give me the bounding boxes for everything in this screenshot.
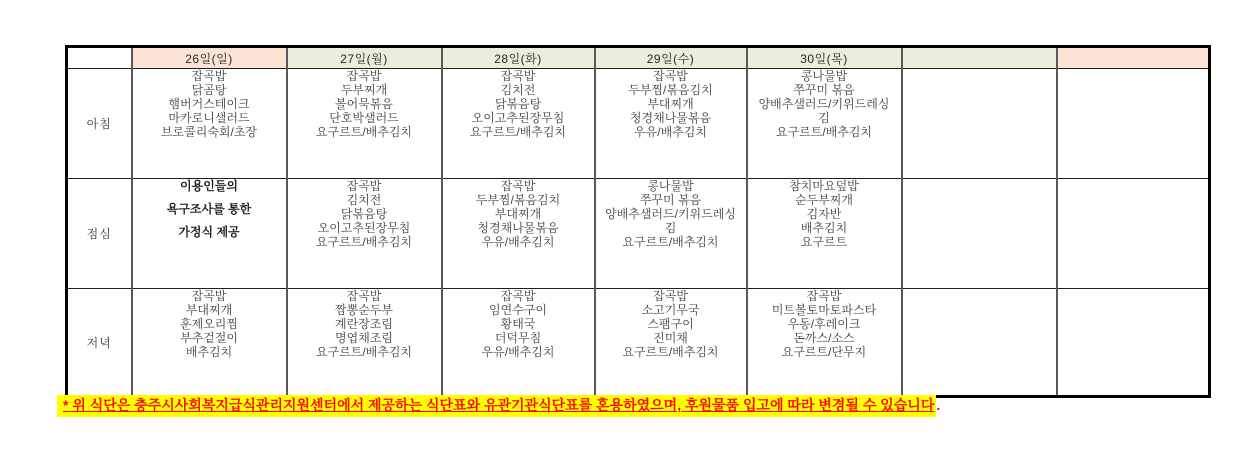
menu-item: 부대찌개 xyxy=(647,97,694,111)
menu-item: 오이고추된장무침 xyxy=(317,221,411,235)
menu-item: 닭볶음탕 xyxy=(494,97,542,111)
menu-item: 김 xyxy=(664,221,677,235)
menu-item: 잡곡밥 xyxy=(500,179,536,193)
menu-item: 김치전 xyxy=(500,83,536,97)
menu-item: 스팸구이 xyxy=(647,317,694,331)
footer-note-text: * 위 식단은 충주시사회복지급식관리지원센터에서 제공하는 식단표와 유관기관식단표를 혼용하였으며, 후원물품 입고에 따라 변경될 수 있습니다 xyxy=(57,395,936,417)
menu-item: 우유/배추김치 xyxy=(481,345,555,359)
menu-item: 더덕무침 xyxy=(494,331,542,345)
menu-cell xyxy=(595,69,747,179)
menu-item: 잡곡밥 xyxy=(346,69,382,83)
menu-cell xyxy=(747,289,902,397)
meal-row xyxy=(67,179,1210,289)
menu-item: 요구르트/배추김치 xyxy=(622,345,719,359)
menu-item: 요구르트/배추김치 xyxy=(469,125,567,139)
meal-row-label: 저녁 xyxy=(67,289,132,397)
menu-item: 김치전 xyxy=(346,193,382,207)
menu-cell xyxy=(1057,69,1210,179)
menu-item: 가정식 제공 xyxy=(178,225,240,239)
menu-cell xyxy=(287,289,442,397)
menu-cell xyxy=(1057,289,1210,397)
day-header: 27일(월) xyxy=(287,47,442,69)
menu-cell xyxy=(132,179,287,289)
menu-item: 쭈꾸미 볶음 xyxy=(639,193,702,207)
menu-item: 마카로니샐러드 xyxy=(168,111,250,125)
menu-item: 두부찌개 xyxy=(340,83,388,97)
menu-item: 부추겉절이 xyxy=(180,331,238,345)
menu-item: 돈까스/소스 xyxy=(793,331,855,345)
menu-item: 짬뽕순두부 xyxy=(335,303,393,317)
menu-cell xyxy=(287,179,442,289)
menu-item: 황태국 xyxy=(500,317,536,331)
menu-item: 명엽채조림 xyxy=(335,331,393,345)
menu-item: 김자반 xyxy=(806,207,842,221)
day-header xyxy=(902,47,1057,69)
menu-cell xyxy=(1057,179,1210,289)
header-row xyxy=(67,47,1210,69)
menu-item: 볼어묵볶음 xyxy=(335,97,393,111)
day-header: 28일(화) xyxy=(442,47,595,69)
menu-item: 욕구조사를 통한 xyxy=(166,202,252,216)
menu-item: 요구르트 xyxy=(800,235,848,249)
menu-cell xyxy=(595,179,747,289)
menu-item: 양배추샐러드/키위드레싱 xyxy=(605,207,736,221)
menu-item: 잡곡밥 xyxy=(500,289,536,303)
menu-item: 요구르트/단무지 xyxy=(781,345,867,359)
menu-item: 청경채나물볶음 xyxy=(477,221,559,235)
menu-item: 요구르트/배추김치 xyxy=(315,125,413,139)
menu-item: 이용인들의 xyxy=(180,179,238,193)
meal-row-label: 점심 xyxy=(67,179,132,289)
menu-item: 잡곡밥 xyxy=(653,69,688,83)
menu-item: 콩나물밥 xyxy=(647,179,694,193)
menu-item: 두부찜/볶음김치 xyxy=(628,83,713,97)
menu-item: 임연수구이 xyxy=(489,303,547,317)
menu-cell xyxy=(902,289,1057,397)
menu-item: 오이고추된장무침 xyxy=(471,111,565,125)
menu-cell xyxy=(442,69,595,179)
menu-item: 우유/배추김치 xyxy=(634,125,707,139)
meal-row-label: 아침 xyxy=(67,69,132,179)
menu-item: 잡곡밥 xyxy=(346,289,382,303)
menu-cell xyxy=(747,179,902,289)
footer-note xyxy=(57,395,940,417)
day-header xyxy=(1057,47,1210,69)
menu-item: 잡곡밥 xyxy=(806,289,842,303)
menu-item: 소고기무국 xyxy=(641,303,700,317)
menu-item: 닭볶음탕 xyxy=(340,207,388,221)
menu-item: 잡곡밥 xyxy=(653,289,688,303)
meal-row xyxy=(67,69,1210,179)
menu-item: 훈제오리찜 xyxy=(180,317,238,331)
menu-item: 단호박샐러드 xyxy=(329,111,399,125)
corner-header xyxy=(67,47,132,69)
menu-item: 배추김치 xyxy=(800,221,848,235)
menu-item: 쭈꾸미 볶음 xyxy=(793,83,855,97)
menu-item: 우유/배추김치 xyxy=(481,235,555,249)
menu-item: 양배추샐러드/키위드레싱 xyxy=(758,97,890,111)
menu-table xyxy=(65,45,1211,398)
menu-cell xyxy=(132,69,287,179)
menu-item: 두부찜/볶음김치 xyxy=(475,193,561,207)
menu-item: 순두부찌개 xyxy=(795,193,853,207)
menu-item: 콩나물밥 xyxy=(800,69,848,83)
menu-cell xyxy=(287,69,442,179)
menu-table-body xyxy=(67,69,1210,397)
menu-item: 부대찌개 xyxy=(185,303,233,317)
menu-item: 잡곡밥 xyxy=(500,69,536,83)
menu-item: 우동/후레이크 xyxy=(787,317,861,331)
menu-cell xyxy=(747,69,902,179)
menu-item: 미트볼토마토파스타 xyxy=(771,303,877,317)
day-header: 26일(일) xyxy=(132,47,287,69)
menu-item: 잡곡밥 xyxy=(191,289,227,303)
menu-item: 요구르트/배추김치 xyxy=(315,235,413,249)
menu-item: 잡곡밥 xyxy=(191,69,227,83)
menu-item: 잡곡밥 xyxy=(346,179,382,193)
menu-item: 참치마요덮밥 xyxy=(789,179,859,193)
menu-cell xyxy=(902,69,1057,179)
menu-item: 청경채나물볶음 xyxy=(629,111,712,125)
day-header: 30일(목) xyxy=(747,47,902,69)
menu-item: 햄버거스테이크 xyxy=(168,97,250,111)
menu-item: 김 xyxy=(818,111,830,125)
menu-item: 요구르트/배추김치 xyxy=(622,235,719,249)
menu-cell xyxy=(442,179,595,289)
menu-item: 진미채 xyxy=(653,331,688,345)
menu-item: 계란장조림 xyxy=(335,317,393,331)
menu-cell xyxy=(595,289,747,397)
menu-cell xyxy=(902,179,1057,289)
footer-note-period: . xyxy=(936,397,941,413)
menu-item: 요구르트/배추김치 xyxy=(315,345,413,359)
menu-item: 배추김치 xyxy=(185,345,233,359)
menu-cell xyxy=(132,289,287,397)
menu-item: 요구르트/배추김치 xyxy=(775,125,873,139)
day-header: 29일(수) xyxy=(595,47,747,69)
menu-cell xyxy=(442,289,595,397)
meal-row xyxy=(67,289,1210,397)
menu-item: 닭곰탕 xyxy=(191,83,227,97)
menu-item: 브로콜리숙회/초장 xyxy=(160,125,258,139)
menu-item: 부대찌개 xyxy=(494,207,542,221)
